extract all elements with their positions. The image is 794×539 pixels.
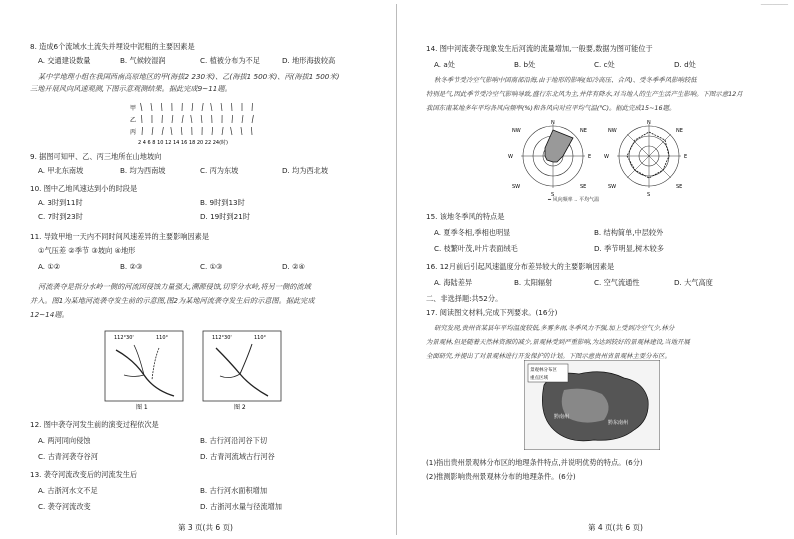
wind-barb [202,103,203,111]
wind-barbs [141,103,254,135]
q10-opt-b: B. 9时到13时 [200,198,245,207]
right-page [398,0,794,539]
q16-opt-c: C. 空气流通性 [594,278,640,287]
q11-items: ①气压差 ②季节 ③坡向 ④地形 [38,246,136,255]
q10-opt-a: A. 3时到11时 [38,198,83,207]
sub-question-2: (2)推测影响贵州景观林分布的地理条件。(6分) [426,472,576,481]
q11-opt-d: D. ②④ [282,262,305,271]
wind-barb [141,115,142,123]
wind-label-yi: 乙 [130,117,137,124]
q9-opt-a: A. 甲北东南坡 [38,166,84,175]
svg-text:黔东南州: 黔东南州 [608,420,629,426]
wind-barb [242,115,243,123]
intro3b: 特别是气,因此季节受冷空气影响导致,盛行东北风为主,并伴有降水,对当地人的生产生活产生影响。下图示意12月 [426,90,743,98]
wind-barb [251,127,252,135]
wind-barb [151,103,152,111]
svg-text:E: E [588,154,592,160]
wind-barb [141,103,143,111]
svg-text:110°: 110° [254,335,267,341]
wind-barb [192,103,193,111]
q8-opt-d: D. 地形海拔较高 [282,56,336,65]
svg-text:112°30': 112°30' [212,335,232,341]
q11-opt-a: A. ①② [38,262,61,271]
map1-caption: 图 1 [136,404,148,410]
svg-text:S: S [647,192,651,198]
rose-legend: ━ 风向频率 ‥ 平均气温 [548,197,600,203]
page-divider [396,4,397,535]
wind-barb [162,127,163,135]
wind-barb [152,127,153,135]
svg-text:E: E [684,154,688,160]
svg-text:W: W [508,154,513,160]
svg-text:110°: 110° [156,335,169,341]
sub-question-1: (1)指出贵州景观林分布区的地理条件特点,并说明优势的特点。(6分) [426,458,643,467]
svg-text:NE: NE [676,128,683,134]
q9-opt-b: B. 均为西南坡 [120,166,166,175]
q11-opt-b: B. ②③ [120,262,143,271]
q14-opt-b: B. b处 [514,60,536,69]
wind-barb [211,103,212,111]
intro3c: 我国东南某地多年平均各风向频率(%)和各风向对应平均气温(℃)。据此完成15~16题。 [426,104,676,112]
svg-text:W: W [604,154,609,160]
wind-rose-temp [604,118,694,198]
q9-text: 9. 据图可知甲、乙、丙三地所在山地坡向 [30,152,162,161]
q8-opt-b: B. 气候较湿润 [120,56,166,65]
wind-barb [182,115,183,123]
q9-opt-c: C. 丙为东坡 [200,166,239,175]
para3: 全面研究,并提出了对景观林进行开发保护的计划。下图示意贵州省景观林主要分布区。 [426,352,671,360]
intro1b: 三地开展风向风速观测,下图示意观测结果。据此完成9~11题。 [30,84,232,93]
wind-barb [161,103,162,111]
left-footer: 第 3 页(共 6 页) [178,523,233,532]
svg-text:重点区域: 重点区域 [530,376,548,381]
river-map-1 [104,330,184,410]
svg-text:SW: SW [512,184,521,190]
q15-text: 15. 该地冬季风的特点是 [426,212,505,221]
svg-text:S: S [551,192,555,198]
q12-text: 12. 图中袭夺河发生前的演变过程依次是 [30,420,159,429]
q16-opt-a: A. 海陆差异 [434,278,473,287]
q15-opt-b: B. 结构简单,中层较外 [594,228,664,237]
q8-opt-c: C. 植被分布为不足 [200,56,260,65]
wind-barb [171,127,172,135]
q17-text: 17. 阅读图文材料,完成下列要求。(16分) [426,308,558,317]
wind-barb [212,127,213,135]
svg-text:景观林分布区: 景观林分布区 [530,368,557,373]
right-footer: 第 4 页(共 6 页) [588,523,643,532]
q10-opt-c: C. 7时到23时 [38,212,83,221]
intro3: 秋冬季节受冷空气影响中国南部沿海,由于地形的影响(如冷高压、合风)、受冬季季风影响较低 [434,76,697,84]
wind-barb [232,115,233,123]
wind-barb [252,115,253,123]
q15-opt-d: D. 季节明显,树木较多 [594,244,664,253]
wind-barb [172,115,173,123]
svg-text:SW: SW [608,184,617,190]
q13-opt-b: B. 古行河水面积增加 [200,486,268,495]
svg-text:NW: NW [608,128,617,134]
svg-text:N: N [647,120,651,126]
q8-opt-a: A. 交通建设数量 [38,56,91,65]
wind-barb [231,127,232,135]
wind-rose-freq [508,118,598,198]
q15-opt-a: A. 夏季冬相,季相也明显 [434,228,511,237]
q13-opt-a: A. 古浙河水文不足 [38,486,98,495]
wind-barb [221,103,222,111]
wind-barb [191,115,192,123]
intro2: 河流袭夺是指分水岭一侧的河流因侵蚀力量强大,溯源侵蚀,切穿分水岭,将另一侧的流域 [38,282,311,291]
wind-barb [142,127,143,135]
intro2c: 12~14题。 [30,310,69,319]
q14-opt-a: A. a处 [434,60,455,69]
part2-heading: 二、非选择题:共52分。 [426,294,503,303]
q12-opt-c: C. 古青河袭夺谷河 [38,452,98,461]
wind-barb [201,115,202,123]
wind-barb [241,127,242,135]
svg-text:SE: SE [676,184,683,190]
q16-opt-b: B. 太阳辐射 [514,278,553,287]
q11-text: 11. 导致甲地一天内不同时间风速差异的主要影响因素是 [30,232,210,241]
svg-text:112°30': 112°30' [114,335,134,341]
q16-text: 16. 12月前后引起风速温度分布差异较大的主要影响因素是 [426,262,615,271]
wind-barb [222,127,223,135]
wind-chart [128,98,268,146]
left-page [0,0,396,539]
header-mark: ───────── [760,2,788,8]
svg-text:NW: NW [512,128,521,134]
wind-label-bing: 丙 [130,129,137,136]
svg-text:N: N [551,120,555,126]
q12-opt-d: D. 古青河流域古行河谷 [200,452,275,461]
svg-text:NE: NE [580,128,587,134]
q12-opt-a: A. 两河同向侵蚀 [38,436,91,445]
q8-text: 8. 造成6个流域水土流失并埋设中泥粗的主要因素是 [30,42,195,51]
river-map-2 [202,330,282,410]
guizhou-map [524,360,660,450]
map2-caption: 图 2 [234,404,246,410]
q14-opt-d: D. d处 [674,60,696,69]
q9-opt-d: D. 均为西北坡 [282,166,329,175]
intro2b: 并入。图1为某地河流袭夺发生前的示意图,图2为某地河流袭夺发生后的示意图。据此完成 [30,296,315,305]
wind-axis: 2 4 6 8 10 12 14 16 18 20 22 24(时) [138,140,229,146]
q13-text: 13. 袭夺河流改变后的河流发生后 [30,470,138,479]
q10-opt-d: D. 19时到21时 [200,212,250,221]
svg-text:SE: SE [580,184,587,190]
para1: 研究发现,贵州省某县年平均温度较低,多雾多雨,冬季风力不强,加上受到冷空气少,林分 [434,324,675,332]
intro1: 某中学地理小组在我国西南高原地区的甲(海拔2 230米)、乙(海拔1 500米)、丙(海拔1 500米) [38,72,340,81]
q15-opt-c: C. 枝繁叶茂,叶片表面绒毛 [434,244,518,253]
q13-opt-d: D. 古浙河水量与径流增加 [200,502,282,511]
q16-opt-d: D. 大气高度 [674,278,713,287]
wind-barb [181,127,182,135]
q14-opt-c: C. c处 [594,60,615,69]
q13-opt-c: C. 袭夺河流改变 [38,502,91,511]
q10-text: 10. 图中乙地风速达到小的时段是 [30,184,138,193]
q11-opt-c: C. ①③ [200,262,223,271]
wind-label-jia: 甲 [130,105,137,112]
svg-text:黔南州: 黔南州 [554,414,570,420]
para2: 为景观林,但是随着天然林资源的减少,景观林受到严重影响,为达到较好的景观林建设,当地开展 [426,338,690,346]
q14-text: 14. 图中河流袭夺现象发生后河流的流量增加,一般要,数据为图可能位于 [426,44,653,53]
q12-opt-b: B. 古行河沿河谷下切 [200,436,268,445]
